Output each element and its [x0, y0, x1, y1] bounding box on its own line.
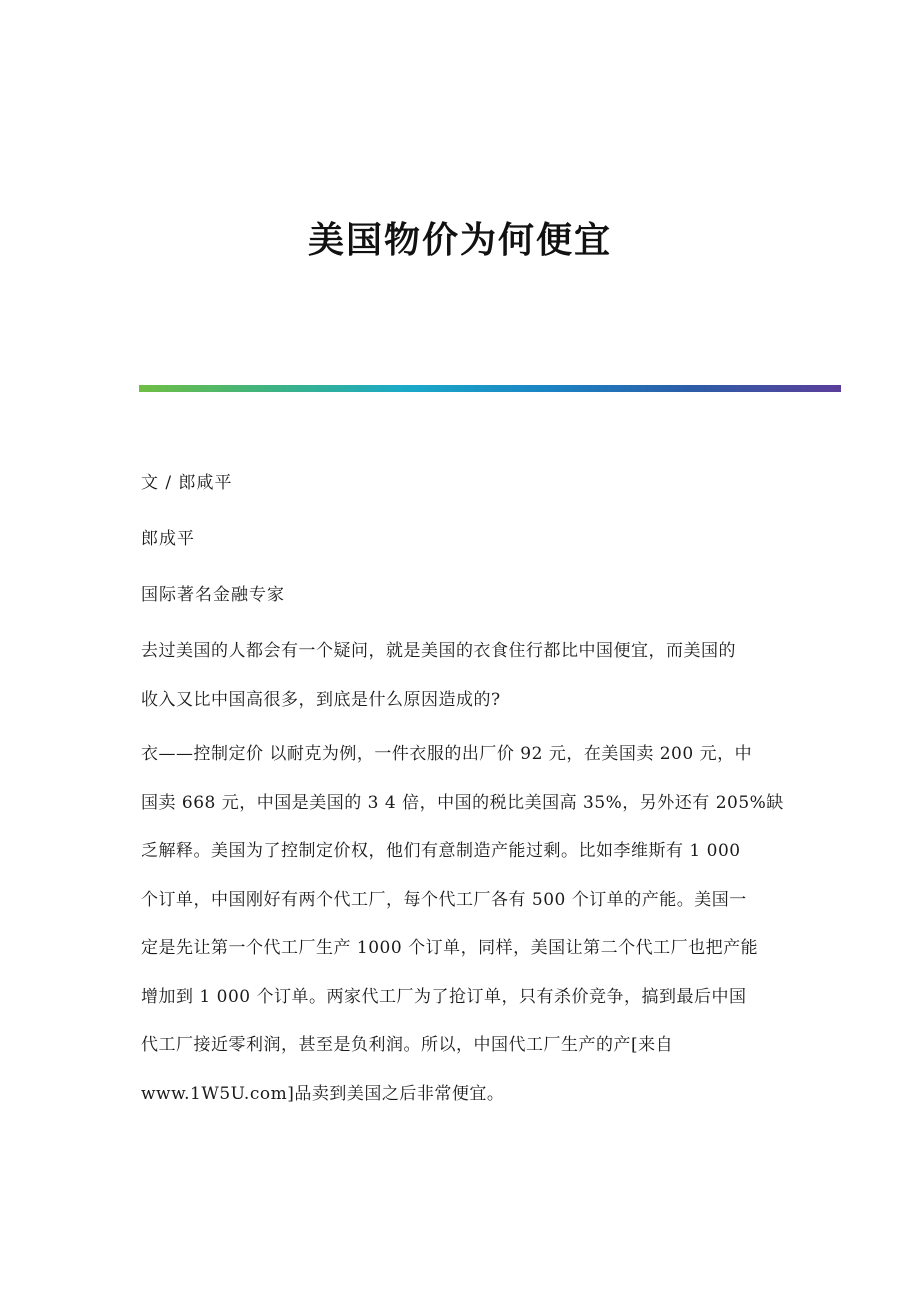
paragraph-line: www.1W5U.com]品卖到美国之后非常便宜。: [141, 1083, 505, 1104]
paragraph-line: 衣——控制定价 以耐克为例，一件衣服的出厂价 92 元，在美国卖 200 元，中: [141, 744, 753, 764]
paragraph-line: 个订单，中国刚好有两个代工厂，每个代工厂各有 500 个订单的产能。美国一: [141, 889, 747, 910]
title-divider: [139, 385, 841, 392]
paragraph-line: 代工厂接近零利润，甚至是负利润。所以，中国代工厂生产的产[来自: [141, 1035, 674, 1055]
paragraph-line: 增加到 1 000 个订单。两家代工厂为了抢订单，只有杀价竞争，搞到最后中国: [141, 986, 747, 1007]
paragraph-clothing: [141, 730, 784, 1118]
paragraph-line: 收入又比中国高很多，到底是什么原因造成的?: [141, 689, 501, 710]
paragraph-line: 定是先让第一个代工厂生产 1000 个订单，同样，美国让第二个代工厂也把产能: [141, 938, 759, 958]
document-title: 美国物价为何便宜: [307, 219, 612, 261]
byline: 文 / 郎咸平: [141, 473, 233, 493]
paragraph-line: 乏解释。美国为了控制定价权，他们有意制造产能过剩。比如李维斯有 1 000: [141, 841, 741, 861]
author-name: 郎成平: [141, 529, 195, 549]
paragraph-line: 国卖 668 元，中国是美国的 3 4 倍，中国的税比美国高 35%，另外还有 205%缺: [141, 792, 784, 813]
paragraph-line: 去过美国的人都会有一个疑问，就是美国的衣食住行都比中国便宜，而美国的: [141, 641, 736, 661]
author-title: 国际著名金融专家: [141, 585, 285, 605]
paragraph-intro: [141, 627, 781, 724]
